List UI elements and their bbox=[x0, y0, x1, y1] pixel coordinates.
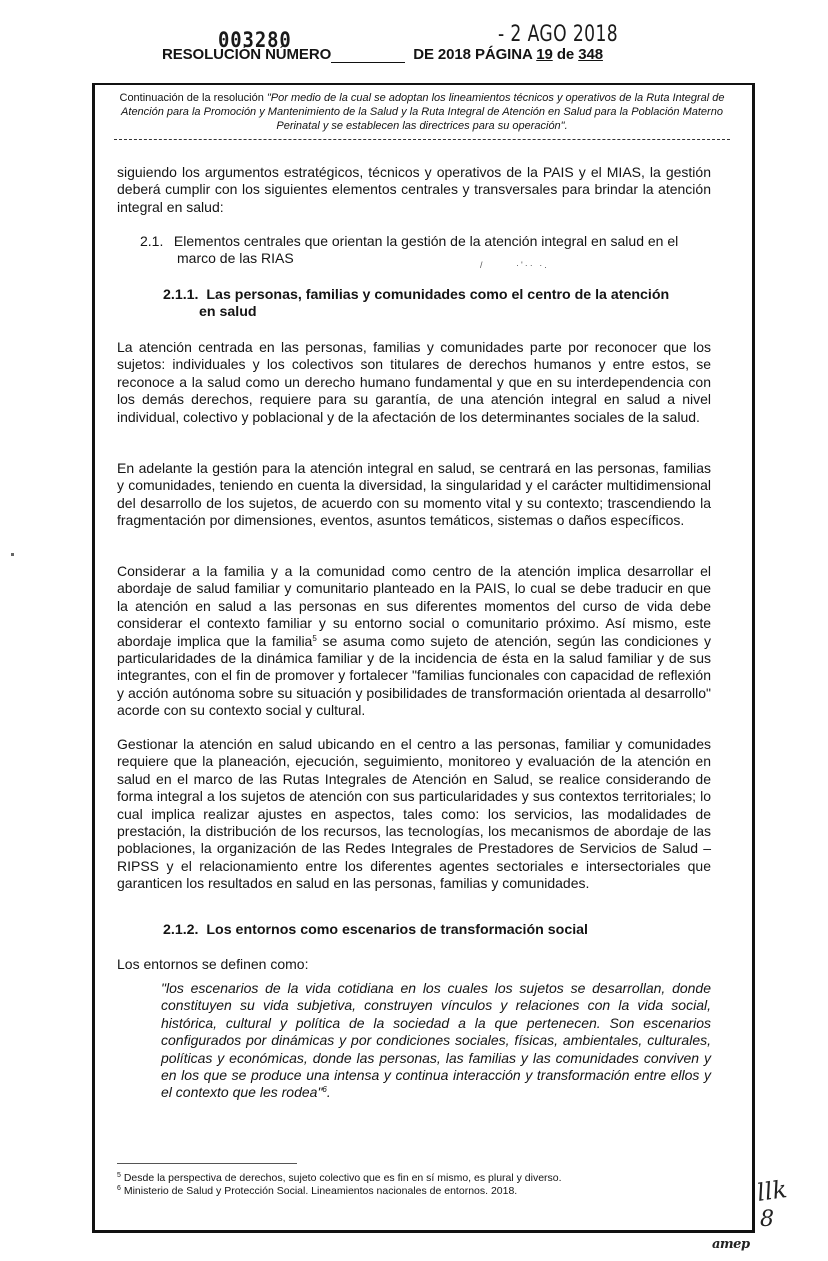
resolution-number-stamp: 003280 bbox=[218, 28, 292, 52]
scan-marks: / ·'·· ·. bbox=[480, 260, 549, 270]
resolution-header-line bbox=[162, 46, 603, 63]
footnote-rule bbox=[117, 1163, 297, 1164]
section-2-1-heading bbox=[140, 233, 715, 268]
page-of: de bbox=[556, 46, 575, 63]
continuation-note bbox=[102, 91, 742, 133]
paragraph: Gestionar la atención en salud ubicando en el centro a las personas, familiar y comunidades requiere que la planeación, ejecución, seguimiento, monitoreo y evaluación de la atención en salud en el marco de las Rutas Integrales de Atención en Salud, se realice considerando de forma integral a los sujetos de atención con sus particularidades y sus contextos territoriales; lo cual implica realizar ajustes en aspectos, tales como: los servicios, las modalidades de prestación, la distribución de los recursos, las tecnologías, los mecanismos de abordaje de las poblaciones, la organización de las Redes Integrales de Prestadores de Servicios de Salud – RIPSS y el relacionamiento entre los diferentes agentes sectoriales e intersectoriales que garanticen los resultados en salud en las personas, familias y comunidades. bbox=[117, 736, 711, 892]
section-title-line2: en salud bbox=[199, 304, 257, 321]
footnote-text: Ministerio de Salud y Protección Social. Lineamientos nacionales de entornos. 2018. bbox=[123, 1185, 518, 1197]
footnote-text: Desde la perspectiva de derechos, sujeto colectivo que es fin en sí mismo, es plural y diverso. bbox=[123, 1172, 562, 1184]
paragraph: Los entornos se definen como: bbox=[117, 956, 309, 972]
section-title-line2: marco de las RIAS bbox=[177, 250, 294, 267]
quote-text: "los escenarios de la vida cotidiana en los cuales los sujetos se desarrollan, donde constituyen su vida subjetiva, construyen vínculos y relaciones con la vida social, histórica, cultural y política de la sociedad a la que pertenecen. Son escenarios configurados por dinámicas y por condiciones sociales, físicas, ambientales, culturales, políticas y económicas, donde las personas, las familias y las comunidades conviven y en los que se produce una intensa y continua interacción y transformación entre ellos y el contexto que les rodea" bbox=[161, 980, 711, 1101]
year-page-label: DE 2018 PÁGINA bbox=[413, 46, 533, 63]
footnote-mark: 6 bbox=[117, 1185, 121, 1192]
continuation-prefix: Continuación de la resolución bbox=[119, 92, 267, 104]
quote-end: . bbox=[326, 1084, 331, 1101]
footnote-6 bbox=[117, 1185, 517, 1198]
section-number: 2.1.2. bbox=[163, 922, 199, 938]
section-2-1-1-heading bbox=[163, 287, 723, 322]
paragraph-text: Considerar a la familia y a la comunidad como centro de la atención implica desarrollar el abordaje de salud familiar y comunitario planteado en la PAIS, lo cual se debe traducir en que la atención en salud a las personas en sus diferentes momentos del curso de vida debe considerar el contexto familiar y su entorno social o comunitario próximo. Así mismo, este abordaje implica que la familia bbox=[117, 563, 711, 649]
footnote-ref-6[interactable]: 6 bbox=[322, 1085, 327, 1095]
block-quote bbox=[161, 980, 711, 1102]
handwritten-initials: llk bbox=[755, 1175, 789, 1207]
resolution-number-blank bbox=[331, 48, 405, 63]
section-title-line1: Elementos centrales que orientan la gestión de la atención integral en salud en el bbox=[173, 233, 679, 249]
dashed-divider bbox=[114, 139, 730, 140]
handwritten-mark: 8 bbox=[760, 1207, 774, 1232]
section-number: 2.1.1. bbox=[163, 287, 199, 303]
paragraph-text: se asuma como sujeto de atención, según las condiciones y particularidades de la dinámica familiar y de la incidencia de ésta en la salud familiar y de sus integrantes, con el fin de promover y fortalecer "familias funcionales con capacidad de reflexión y acción autónoma sobre su situación y posibilidades de transformación orientada al desarrollo" acorde con su contexto social y cultural. bbox=[117, 632, 711, 719]
intro-paragraph: siguiendo los argumentos estratégicos, técnicos y operativos de la PAIS y el MIAS, la gestión deberá cumplir con los siguientes elementos centrales y transversales para brindar la atención integral en salud: bbox=[117, 164, 711, 215]
continuation-title: "Por medio de la cual se adoptan los lineamientos técnicos y operativos de la Ruta Integral de Atención para la Promoción y Mantenimiento de la Salud y la Ruta Integral de Atención en Salud para la Población Materno Perinatal y se establecen las directrices para su operación". bbox=[121, 92, 725, 132]
paragraph: La atención centrada en las personas, familias y comunidades parte por reconocer que los sujetos: individuales y los colectivos son titulares de derechos humanos y entre estos, se reconoce a la salud como un derecho humano fundamental y que en su interdependencia con los demás derechos, requiere para su garantía, de una atención integral en salud a nivel individual, colectivo y poblacional y de la afectación de los determinantes sociales de la salud. bbox=[117, 339, 711, 425]
section-title: Los entornos como escenarios de transformación social bbox=[206, 922, 588, 938]
footnote-mark: 5 bbox=[117, 1172, 121, 1179]
section-number: 2.1. bbox=[140, 233, 164, 249]
paragraph: En adelante la gestión para la atención integral en salud, se centrará en las personas, familias y comunidades, teniendo en cuenta la diversidad, la singularidad y el carácter multidimensional del desarrollo de los sujetos, de acuerdo con su momento vital y su contexto; trascendiendo la fragmentación por dimensiones, eventos, asuntos temáticos, sistemas o daños específicos. bbox=[117, 460, 711, 529]
page-current: 19 bbox=[536, 46, 553, 63]
section-title-line1: Las personas, familias y comunidades como el centro de la atención bbox=[206, 287, 670, 303]
date-stamp: - 2 AGO 2018 bbox=[498, 22, 619, 47]
page-total: 348 bbox=[578, 46, 603, 63]
page-header bbox=[0, 0, 828, 80]
section-2-1-2-heading bbox=[163, 922, 588, 938]
scan-speck bbox=[11, 553, 14, 556]
resolution-label: RESOLUCIÓN NÚMERO bbox=[162, 46, 332, 63]
footnote-ref-5[interactable]: 5 bbox=[312, 633, 317, 643]
footnote-5 bbox=[117, 1172, 562, 1185]
handwritten-signature: amep bbox=[712, 1237, 750, 1252]
paragraph-family bbox=[117, 563, 711, 720]
